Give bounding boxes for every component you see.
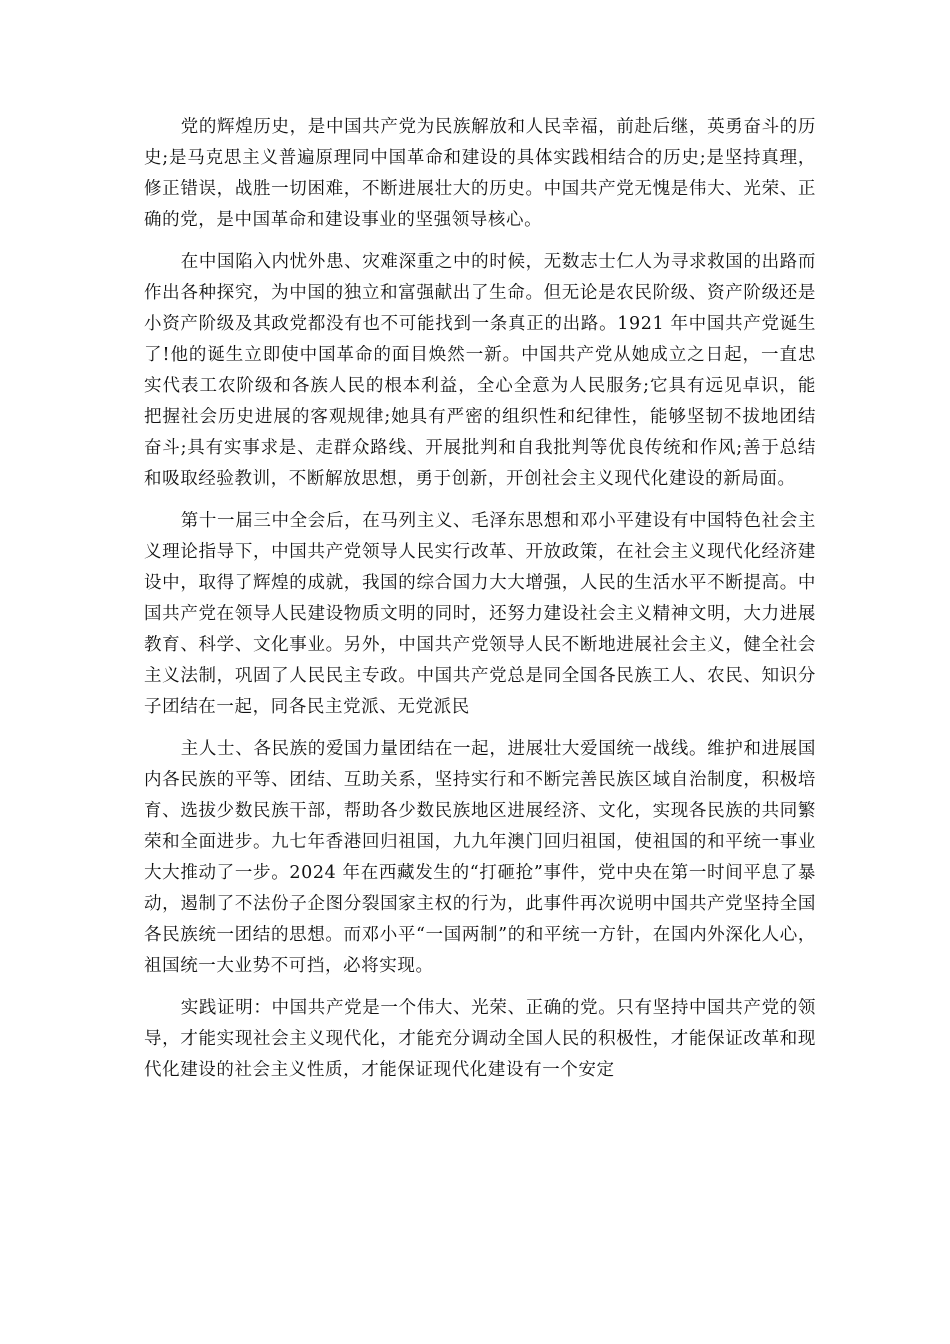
paragraph-founding: 在中国陷入内忧外患、灾难深重之中的时候，无数志士仁人为寻求救国的出路而作出各种探究，为中国的独立和富强献出了生命。但无论是农民阶级、资产阶级还是小资产阶级及其政党都没有也不可能找到一条真正的出路。1921 年中国共产党诞生了!他的诞生立即使中国革命的面目焕然一新。中国共产党从她成立之日起，一直忠实代表工农阶级和各族人民的根本利益，全心全意为人民服务;它具有远见卓识，能把握社会历史进展的客观规律;她具有严密的组织性和纪律性，能够坚韧不拔地团结奋斗;具有实事求是、走群众路线、开展批判和自我批判等优良传统和作风;善于总结和吸取经验教训，不断解放思想，勇于创新，开创社会主义现代化建设的新局面。 xyxy=(144,252,816,489)
paragraph-unity: 主人士、各民族的爱国力量团结在一起，进展壮大爱国统一战线。维护和进展国内各民族的平等、团结、互助关系，坚持实行和不断完善民族区域自治制度，积极培育、选拔少数民族干部，帮助各少数民族地区进展经济、文化，实现各民族的共同繁荣和全面进步。九七年香港回归祖国，九九年澳门回归祖国，使祖国的和平统一事业大大推动了一步。2024 年在西藏发生的“打砸抢”事件，党中央在第一时间平息了暴动，遏制了不法份子企图分裂国家主权的行为，此事件再次说明中国共产党坚持全国各民族统一团结的思想。而邓小平“一国两制”的和平统一方针，在国内外深化人心，祖国统一大业势不可挡，必将实现。 xyxy=(144,739,816,976)
paragraph-history: 党的辉煌历史，是中国共产党为民族解放和人民幸福，前赴后继，英勇奋斗的历史;是马克思主义普遍原理同中国革命和建设的具体实践相结合的历史;是坚持真理，修正错误，战胜一切困难，不断进展壮大的历史。中国共产党无愧是伟大、光荣、正确的党，是中国革命和建设事业的坚强领导核心。 xyxy=(144,117,816,230)
paragraph-reform: 第十一届三中全会后，在马列主义、毛泽东思想和邓小平建设有中国特色社会主义理论指导下，中国共产党领导人民实行改革、开放政策，在社会主义现代化经济建设中，取得了辉煌的成就，我国的综合国力大大增强，人民的生活水平不断提高。中国共产党在领导人民建设物质文明的同时，还努力建设社会主义精神文明，大力进展教育、科学、文化事业。另外，中国共产党领导人民不断地进展社会主义，健全社会主义法制，巩固了人民民主专政。中国共产党总是同全国各民族工人、农民、知识分子团结在一起，同各民主党派、无党派民 xyxy=(144,511,816,717)
document-body xyxy=(144,112,816,1097)
paragraph-conclusion: 实践证明：中国共产党是一个伟大、光荣、正确的党。只有坚持中国共产党的领导，才能实现社会主义现代化，才能充分调动全国人民的积极性，才能保证改革和现代化建设的社会主义性质，才能保证现代化建设有一个安定 xyxy=(144,998,816,1080)
